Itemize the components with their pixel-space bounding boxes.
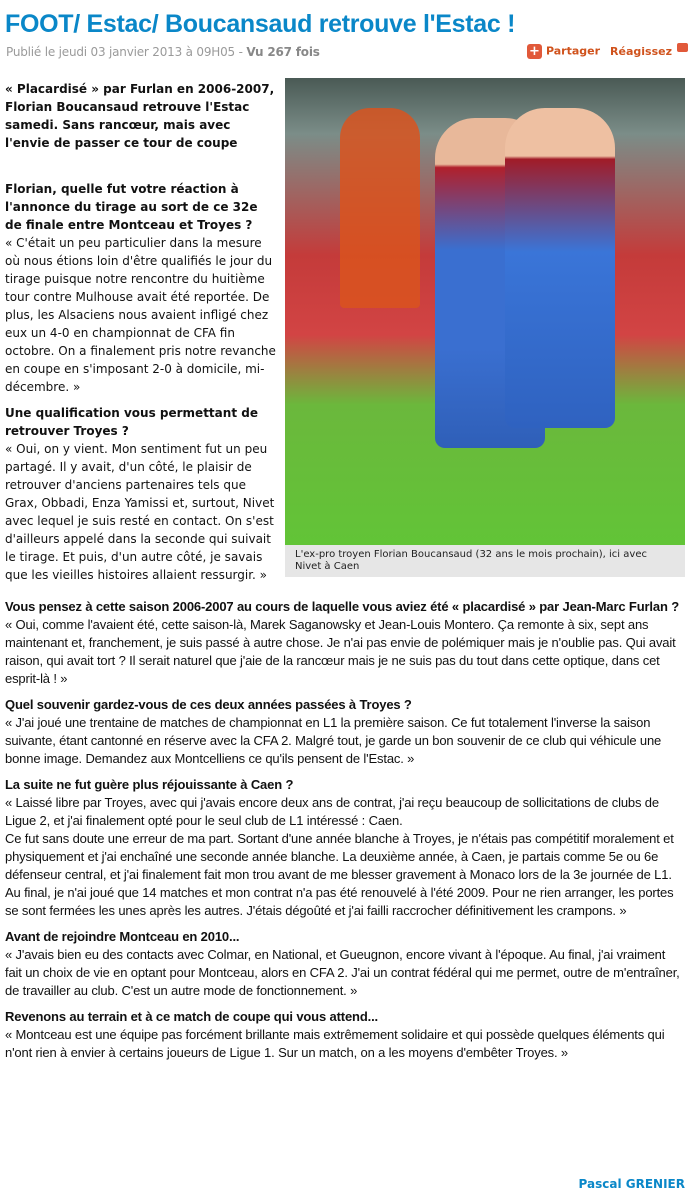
photo-caption: L'ex-pro troyen Florian Boucansaud (32 ans le mois prochain), ici avec Nivet à Caen	[285, 545, 685, 577]
author-link[interactable]: Pascal GRENIER	[578, 1177, 685, 1191]
react-label: Réagissez	[610, 45, 672, 58]
article-actions	[527, 44, 682, 59]
qa-block	[5, 1008, 685, 1062]
article-meta	[6, 45, 320, 59]
article-figure	[285, 78, 685, 577]
answer: Ce fut sans doute une erreur de ma part. Sortant d'une année blanche à Troyes, je n'étais pas compétitif moralement et physiquement et j'ai enchaîné une seconde année blanche. La deuxième année, à Caen, je partais comme 5e ou 6e défenseur central, et j'ai finalement fait mon trou avant de me blesser gravement à Monaco lors de la 3e journée de L1.	[5, 831, 674, 882]
answer: « J'ai joué une trentaine de matches de championnat en L1 la première saison. Ce fut totalement l'inverse la saison suivante, étant cantonné en réserve avec la CFA 2. Malgré tout, je garde un bon souvenir de ce club qui véhicule une bonne image. Demandez aux Montcelliens ce qu'ils pensent de l'Estac. »	[5, 715, 662, 766]
question: Avant de rejoindre Montceau en 2010...	[5, 929, 240, 944]
qa-block	[5, 928, 685, 1000]
publish-date: Publié le jeudi 03 janvier 2013 à 09H05 -	[6, 45, 243, 59]
article-title: FOOT/ Estac/ Boucansaud retrouve l'Estac !	[5, 10, 516, 38]
question: Vous pensez à cette saison 2006-2007 au cours de laquelle vous aviez été « placardisé » par Jean-Marc Furlan ?	[5, 599, 680, 614]
react-button[interactable]	[610, 45, 682, 58]
article-photo[interactable]	[285, 78, 685, 545]
answer: « Laissé libre par Troyes, avec qui j'avais encore deux ans de contrat, j'ai reçu beaucoup de sollicitations de clubs de Ligue 2, et j'ai finalement opté pour le seul club de L1 intéressé : Caen.	[5, 795, 659, 828]
share-button[interactable]	[527, 44, 600, 59]
qa-block	[5, 696, 685, 768]
view-count: Vu 267 fois	[246, 45, 320, 59]
answer: « J'avais bien eu des contacts avec Colmar, en National, et Gueugnon, encore vivant à l'époque. Au final, j'ai vraiment fait un choix de vie en optant pour Montceau, alors en CFA 2. J'ai un contrat fédéral qui me permet, outre de m'entraîner, de travailler au club. C'est un autre mode de fonctionnement. »	[5, 947, 680, 998]
qa-block	[5, 776, 685, 920]
answer: « Montceau est une équipe pas forcément brillante mais extrêmement solidaire et qui possède quelques éléments qui n'ont rien à envier à certains joueurs de Ligue 1. Sur un match, on a les moyens d'embêter Troyes. »	[5, 1027, 665, 1060]
question: Florian, quelle fut votre réaction à l'annonce du tirage au sort de ce 32e de finale entre Montceau et Troyes ?	[5, 182, 258, 232]
qa-block	[5, 598, 685, 688]
article-lead: « Placardisé » par Furlan en 2006-2007, Florian Boucansaud retrouve l'Estac samedi. Sans rancœur, mais avec l'envie de passer ce tour de coupe	[5, 82, 275, 150]
article-body	[5, 80, 685, 1070]
question: Une qualification vous permettant de retrouver Troyes ?	[5, 406, 258, 438]
plus-icon: +	[527, 44, 542, 59]
answer: « C'était un peu particulier dans la mesure où nous étions loin d'être qualifiés le jour du tirage puisque notre rencontre du huitième tour contre Mulhouse avait été reportée. De plus, les Alsaciens nous avaient infligé chez eux un 4-0 en championnat de CFA fin octobre. On a finalement pris notre revanche en coupe en s'imposant 2-0 à domicile, mi-décembre. »	[5, 236, 276, 394]
question: Quel souvenir gardez-vous de ces deux années passées à Troyes ?	[5, 697, 412, 712]
answer: « Oui, comme l'avaient été, cette saison-là, Marek Saganowsky et Jean-Louis Montero. Ça remonte à six, sept ans maintenant et, franchement, je suis passé à autre chose. Je n'ai pas envie de polémiquer mais je n'oublie pas. Qui avait raison, qui avait tort ? Il serait naturel que j'aie de la rancœur mais je ne suis pas du tout dans cette optique, dans cet esprit-là ! »	[5, 617, 676, 686]
question: Revenons au terrain et à ce match de coupe qui vous attend...	[5, 1009, 379, 1024]
comment-icon	[677, 43, 688, 52]
answer: Au final, je n'ai joué que 14 matches et mon contrat n'a pas été renouvelé à l'été 2009. Pour ne rien arranger, les portes se sont fermées les unes après les autres. J'étais dégoûté et j'ai failli raccrocher définitivement les crampons. »	[5, 885, 674, 918]
question: La suite ne fut guère plus réjouissante à Caen ?	[5, 777, 294, 792]
answer: « Oui, on y vient. Mon sentiment fut un peu partagé. Il y avait, d'un côté, le plaisir de retrouver d'anciens partenaires tels que Grax, Obbadi, Enza Yamissi et, surtout, Nivet avec lequel je suis resté en contact. On s'est d'ailleurs appelé dans la seconde qui suivait le tirage. Et puis, d'un autre côté, je savais que les vieilles histoires allaient ressurgir. »	[5, 442, 275, 582]
share-label: Partager	[545, 44, 601, 58]
